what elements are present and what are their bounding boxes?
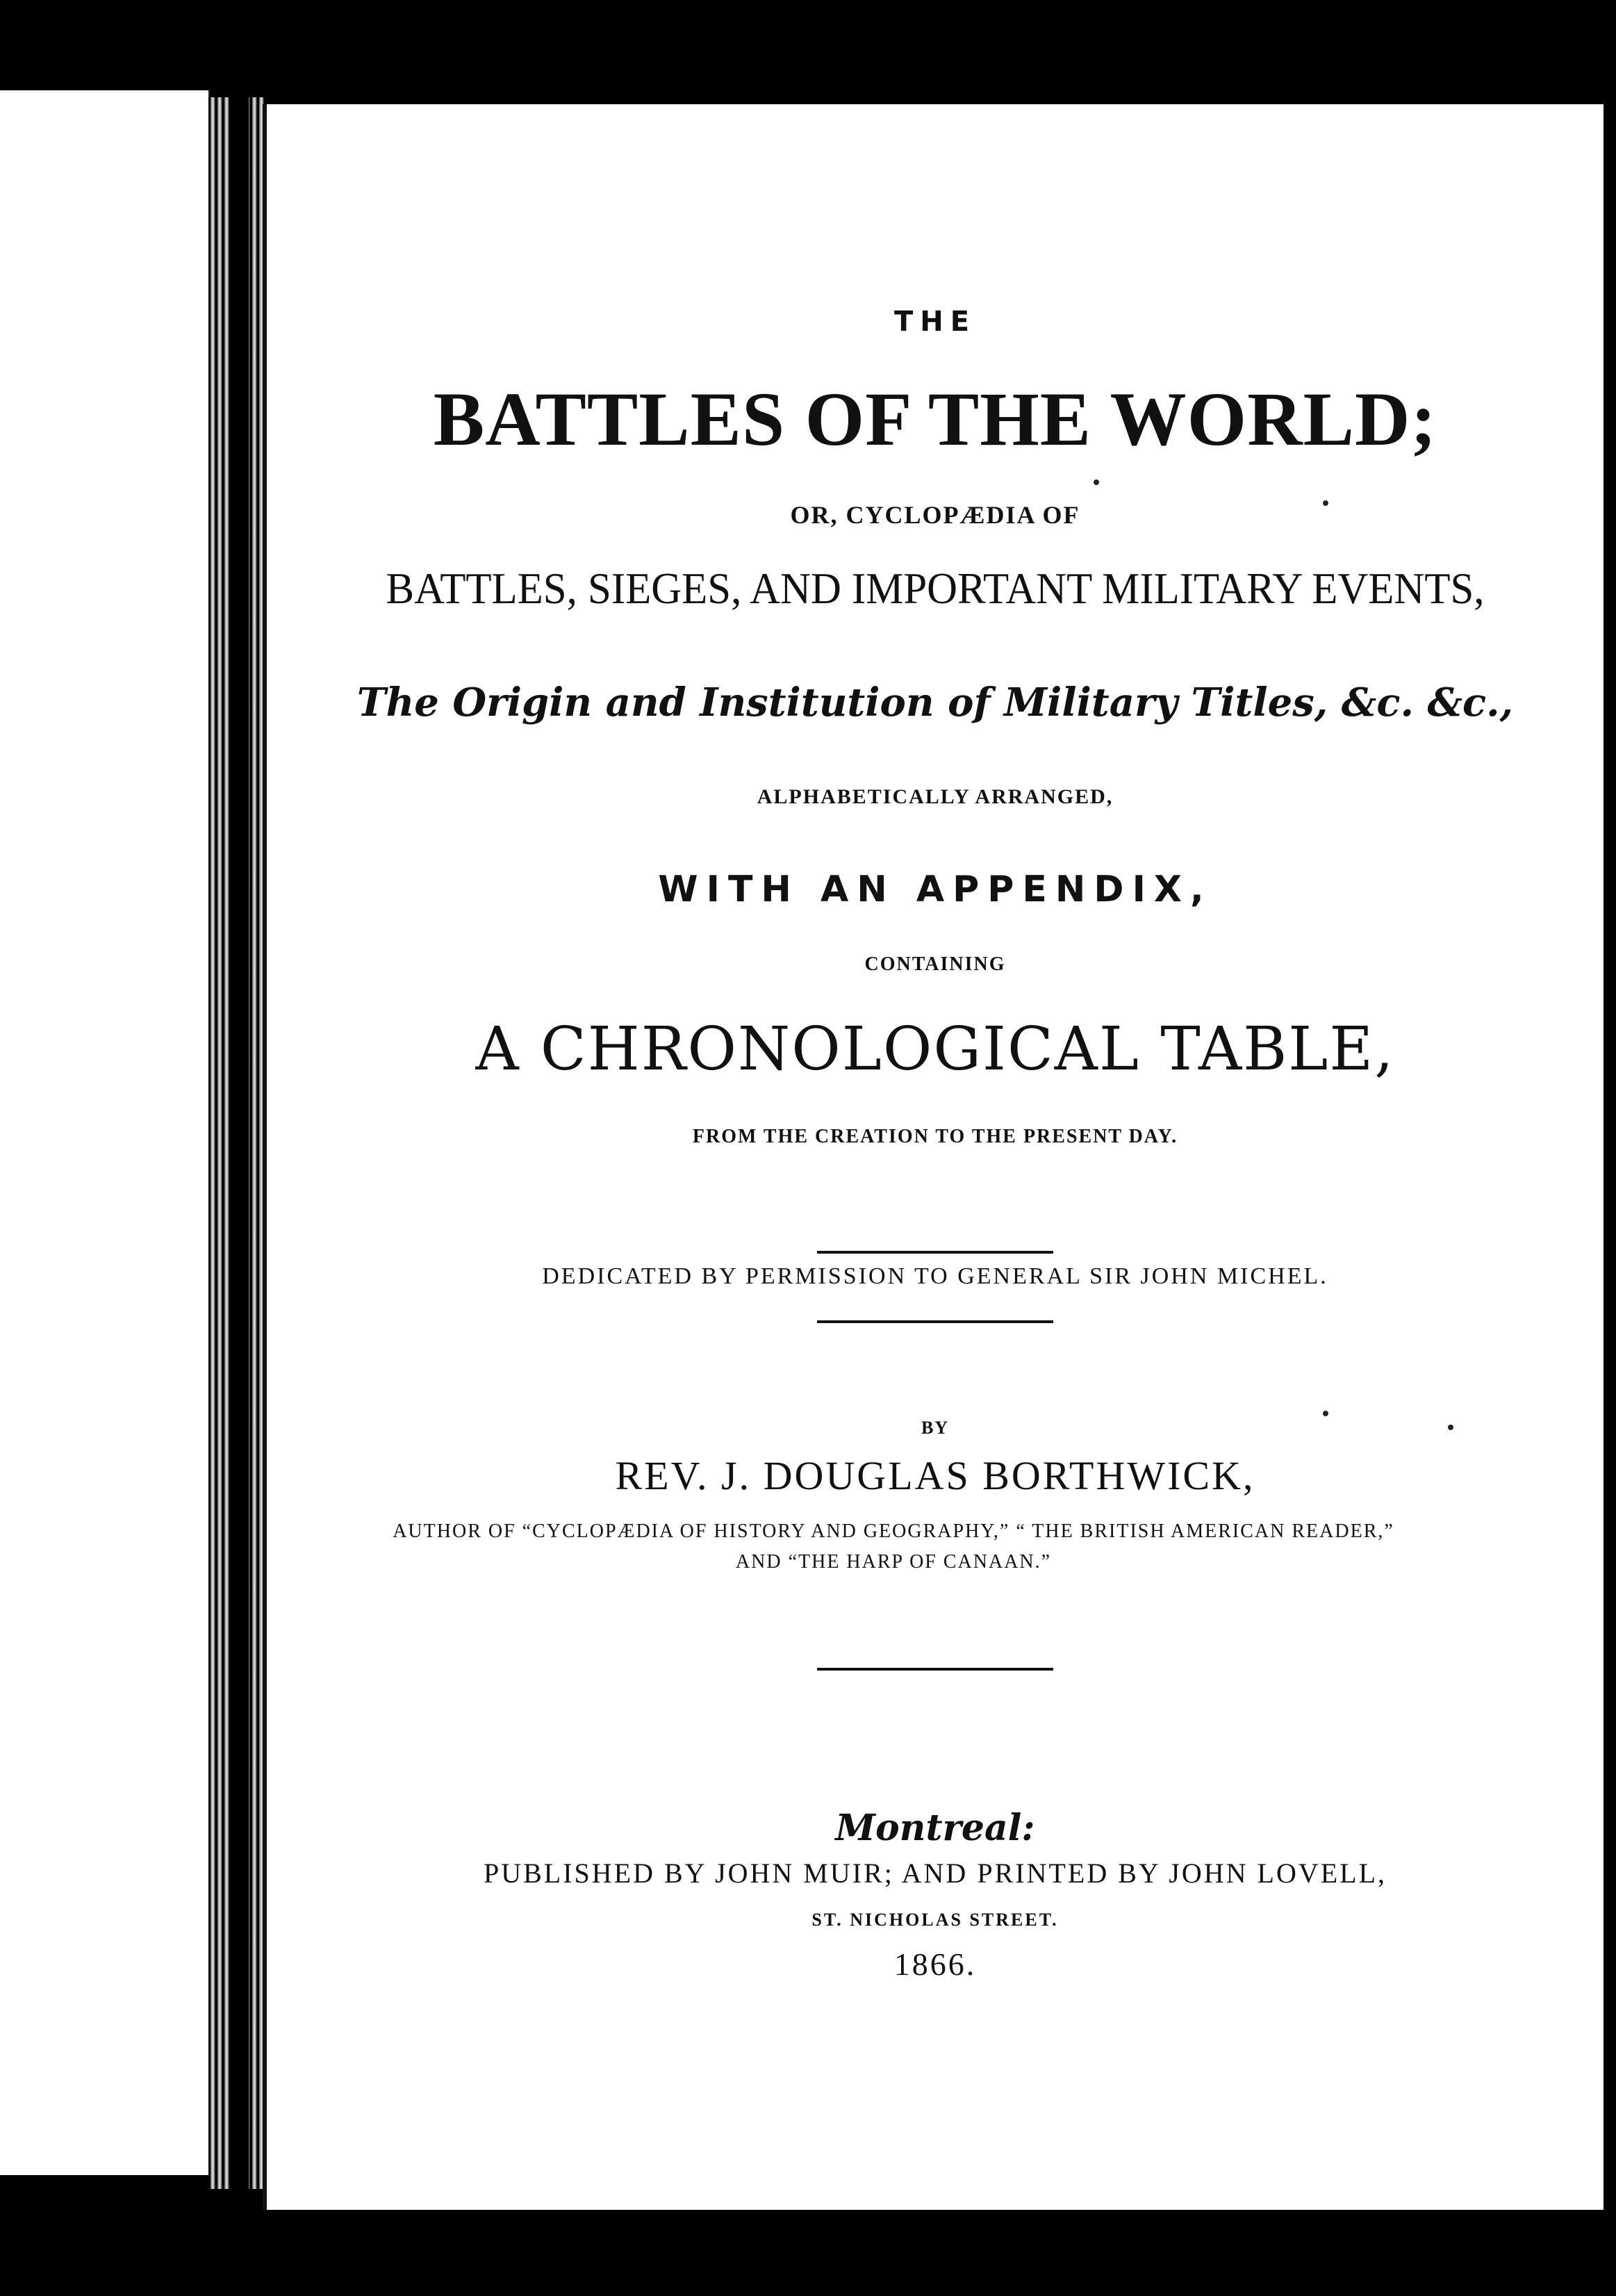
- publisher-line: PUBLISHED BY JOHN MUIR; AND PRINTED BY JOHN LOVELL,: [483, 1858, 1387, 1889]
- dedication: DEDICATED BY PERMISSION TO GENERAL SIR JOHN MICHEL.: [542, 1263, 1328, 1289]
- date-range-note: FROM THE CREATION TO THE PRESENT DAY.: [692, 1126, 1178, 1147]
- left-blank-page: [0, 90, 210, 2175]
- appendix-heading: WITH AN APPENDIX,: [658, 869, 1212, 910]
- author-credits: AUTHOR OF “CYCLOPÆDIA OF HISTORY AND GEOGRAPHY,” “ THE BRITISH AMERICAN READER,” AND “THE HARP OF CANAAN.”: [393, 1520, 1394, 1573]
- subtitle-battles: BATTLES, SIEGES, AND IMPORTANT MILITARY EVENTS,: [386, 564, 1485, 613]
- arrangement-note: ALPHABETICALLY ARRANGED,: [757, 785, 1114, 808]
- divider-rule: [817, 1251, 1053, 1254]
- title-page: [263, 104, 1603, 2210]
- divider-rule: [817, 1320, 1053, 1323]
- by-label: BY: [921, 1418, 950, 1438]
- ink-speck: [1323, 1411, 1328, 1416]
- divider-rule: [817, 1668, 1053, 1671]
- author-name: REV. J. DOUGLAS BORTHWICK,: [615, 1453, 1255, 1498]
- containing-label: CONTAINING: [864, 953, 1006, 975]
- publication-city: Montreal:: [835, 1807, 1035, 1849]
- ink-speck: [1323, 500, 1328, 506]
- subtitle-origin: The Origin and Institution of Military Titles, &c. &c.,: [356, 680, 1514, 725]
- main-title: BATTLES OF THE WORLD;: [433, 377, 1437, 461]
- subtitle-or: OR, CYCLOPÆDIA OF: [790, 501, 1080, 529]
- chronological-table-heading: A CHRONOLOGICAL TABLE,: [475, 1015, 1395, 1084]
- ink-speck: [1094, 479, 1099, 485]
- ink-speck: [1448, 1425, 1453, 1430]
- publisher-address: ST. NICHOLAS STREET.: [811, 1910, 1059, 1930]
- title-article: THE: [893, 306, 977, 338]
- publication-year: 1866.: [893, 1946, 977, 1982]
